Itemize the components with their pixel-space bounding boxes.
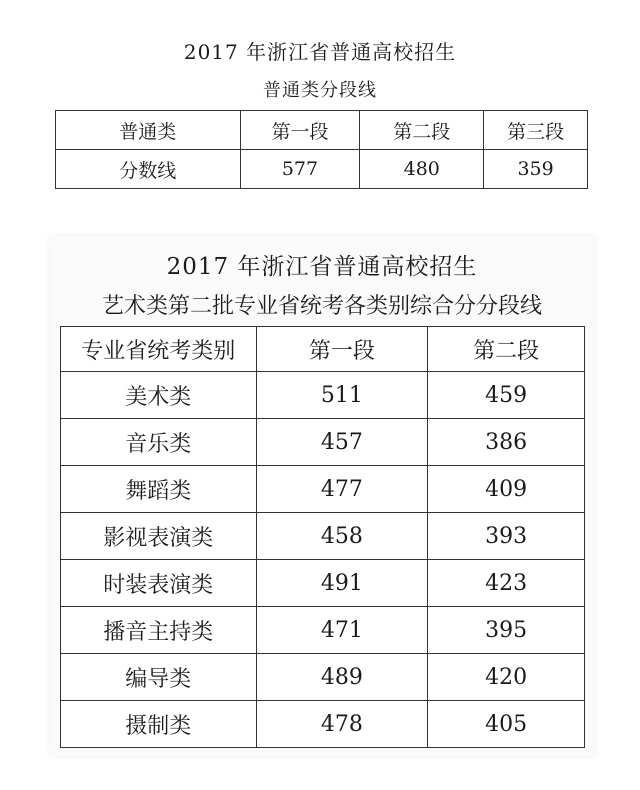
- header-cell: 第一段: [240, 111, 360, 150]
- category-cell: 影视表演类: [61, 513, 257, 560]
- score-cell: 478: [256, 701, 428, 748]
- score-cell: 393: [428, 513, 585, 560]
- category-cell: 编导类: [61, 654, 257, 701]
- header-cell: 第三段: [484, 111, 588, 150]
- score-cell: 458: [256, 513, 428, 560]
- table-row: [61, 607, 585, 654]
- score-cell: 477: [256, 466, 428, 513]
- table-row: [61, 513, 585, 560]
- table-row: [61, 372, 585, 419]
- score-cell: 459: [428, 372, 585, 419]
- header-cell: 第一段: [256, 327, 428, 372]
- header-cell: 普通类: [56, 111, 241, 150]
- table-row: [61, 560, 585, 607]
- score-cell: 491: [256, 560, 428, 607]
- table-header-row: [61, 327, 585, 372]
- score-cell: 409: [428, 466, 585, 513]
- table-row: [56, 150, 588, 189]
- table2-title: 2017 年浙江省普通高校招生: [166, 254, 478, 280]
- category-cell: 时装表演类: [61, 560, 257, 607]
- general-score-table: [55, 110, 588, 189]
- score-cell: 423: [428, 560, 585, 607]
- table1-title: 2017 年浙江省普通高校招生: [183, 40, 457, 64]
- category-cell: 音乐类: [61, 419, 257, 466]
- score-cell: 511: [256, 372, 428, 419]
- category-cell: 美术类: [61, 372, 257, 419]
- table2-subtitle: 艺术类第二批专业省统考各类别综合分分段线: [101, 294, 542, 319]
- score-cell: 480: [360, 150, 484, 189]
- header-cell: 专业省统考类别: [61, 327, 257, 372]
- score-cell: 395: [428, 607, 585, 654]
- header-cell: 第二段: [428, 327, 585, 372]
- score-cell: 457: [256, 419, 428, 466]
- table-row: [61, 466, 585, 513]
- score-cell: 420: [428, 654, 585, 701]
- table-header-row: [56, 111, 588, 150]
- table-row: [61, 419, 585, 466]
- table-row: [61, 701, 585, 748]
- table-row: [61, 654, 585, 701]
- category-cell: 播音主持类: [61, 607, 257, 654]
- score-cell: 386: [428, 419, 585, 466]
- category-cell: 舞蹈类: [61, 466, 257, 513]
- header-cell: 第二段: [360, 111, 484, 150]
- score-cell: 359: [484, 150, 588, 189]
- score-cell: 489: [256, 654, 428, 701]
- score-cell: 471: [256, 607, 428, 654]
- table1-subtitle: 普通类分段线: [263, 80, 377, 101]
- arts-score-table: [60, 326, 585, 748]
- category-cell: 摄制类: [61, 701, 257, 748]
- score-cell: 577: [240, 150, 360, 189]
- row-label: 分数线: [56, 150, 241, 189]
- score-cell: 405: [428, 701, 585, 748]
